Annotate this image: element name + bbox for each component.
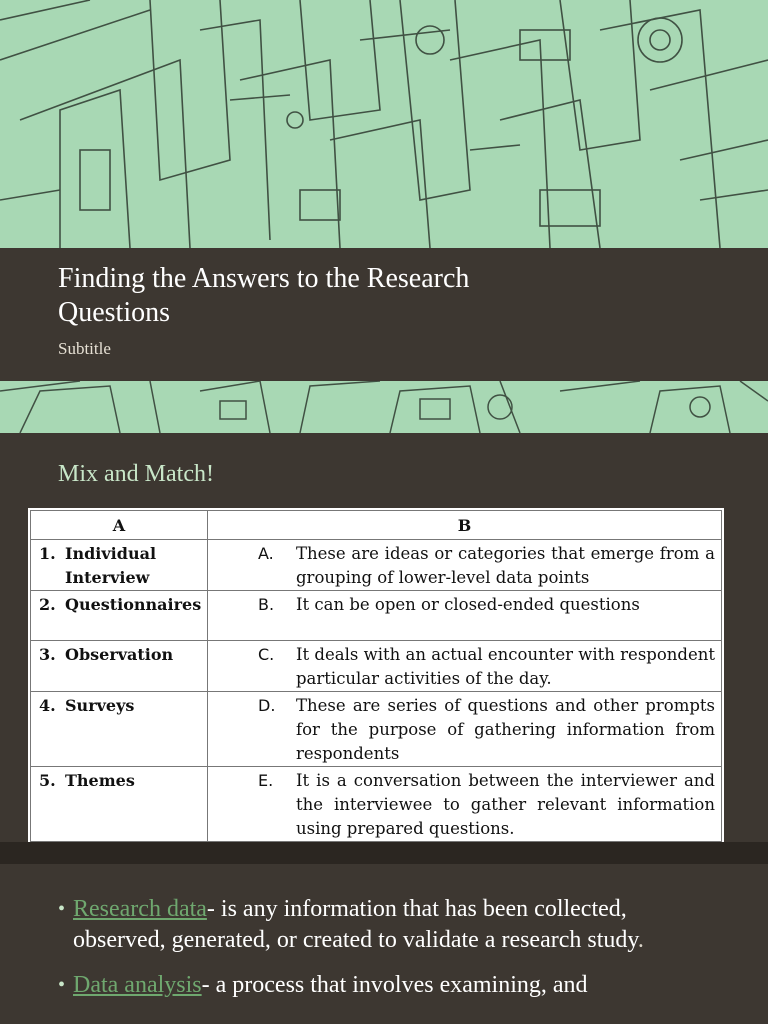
definition-end: . [637,927,644,953]
term-cell [31,692,208,767]
term-number: 3. [39,645,56,664]
term-label: Surveys [65,696,135,715]
definition-letter: A. [258,544,274,563]
definition-text: - is any information that has been collected, observed, generated, or created to validate a research study [73,896,638,953]
header-banner-image [0,0,768,248]
table-row [31,591,722,641]
term-cell [31,641,208,692]
definitions-list [58,894,708,1015]
term-label: Questionnaires [65,595,202,614]
definition-cell [208,767,722,842]
table-row [31,692,722,767]
term-number: 4. [39,696,56,715]
research-data-link[interactable]: Research data [73,896,207,922]
bullet-icon: • [58,898,66,920]
term-cell [31,540,208,591]
section-heading: Mix and Match! [58,461,214,487]
term-cell [31,591,208,641]
definition-cell [208,540,722,591]
table-row [31,641,722,692]
definition-text: These are series of questions and other prompts for the purpose of gathering information from respondents [296,696,715,763]
term-label: Individual Interview [65,544,157,587]
definition-letter: E. [258,771,274,790]
mix-and-match-table [28,508,724,842]
definition-cell [208,641,722,692]
section-banner-image [0,381,768,433]
definition-cell [208,591,722,641]
slide-title: Finding the Answers to the Research Questions [58,263,470,328]
definition-text: It can be open or closed-ended questions [296,595,640,614]
term-label: Observation [65,645,174,664]
term-number: 1. [39,544,56,563]
column-header-a: A [31,511,208,540]
list-item [58,894,708,956]
bullet-icon: • [58,974,66,996]
slide-subtitle: Subtitle [58,339,111,358]
list-item [58,970,708,1001]
column-header-b: B [208,511,722,540]
definition-text: - a process that involves examining, and [201,972,588,998]
slide-divider [0,842,768,864]
table-row [31,767,722,842]
term-number: 5. [39,771,56,790]
definition-text: It is a conversation between the interviewer and the interviewee to gather relevant information using prepared questions. [296,771,715,838]
city-lineart-strip [0,381,768,433]
definition-letter: B. [258,595,275,614]
definition-text: These are ideas or categories that emerge from a grouping of lower-level data points [296,544,715,587]
definition-letter: D. [258,696,276,715]
term-number: 2. [39,595,56,614]
definition-letter: C. [258,645,275,664]
definition-text: It deals with an actual encounter with respondent particular activities of the day. [296,645,715,688]
definition-cell [208,692,722,767]
data-analysis-link[interactable]: Data analysis [73,972,202,998]
table-row [31,540,722,591]
term-label: Themes [65,771,135,790]
term-cell [31,767,208,842]
city-lineart-image [0,0,768,248]
